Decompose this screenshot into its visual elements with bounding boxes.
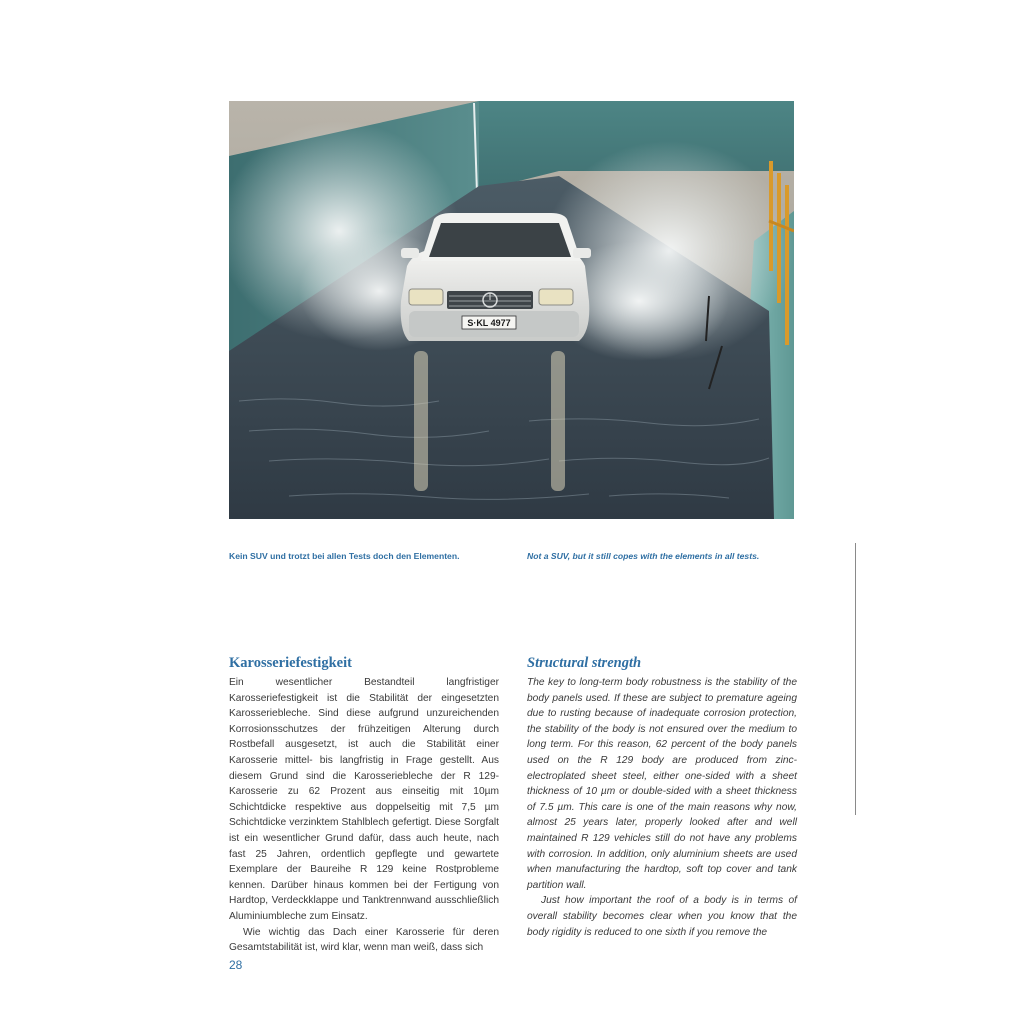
page-number: 28	[229, 958, 243, 972]
photo-caption-english: Not a SUV, but it still copes with the elements in all tests.	[527, 551, 760, 561]
english-column	[527, 654, 797, 940]
german-body	[229, 675, 499, 956]
german-paragraph: Ein wesentlicher Bestandteil langfristiger Karosseriefestigkeit ist die Stabilität der eingesetzten Karosseriebleche. Sind diese aufgrund unzureichenden Korrosionsschutzes der frühzeitigen Alterung durch Rostbefall ausgesetzt, ist auch die Stabilität einer Karosserie mittel- bis langfristig in Frage gestellt. Aus diesem Grund sind die Karosseriebleche der R 129-Karosserie zu 62 Prozent aus einseitig mit 10µm Schichtdicke respektive aus doppelseitig mit 7,5 µm Schichtdicke verzinktem Stahlblech gefertigt. Diese Sorgfalt ist ein wesentlicher Grund dafür, dass auch heute, nach fast 25 Jahren, ordentlich gepflegte und gewartete Exemplare der Baureihe R 129 keine Rostprobleme kennen. Darüber hinaus kommen bei der Fertigung von Hardtop, Verdeckklappe und Tanktrennwand ausschließlich Aluminiumbleche zum Einsatz.	[229, 677, 499, 922]
german-heading: Karosseriefestigkeit	[229, 655, 352, 671]
car-water-test-photo	[229, 101, 794, 519]
page-edge-divider	[855, 543, 856, 815]
english-heading: Structural strength	[527, 655, 642, 671]
german-column	[229, 654, 499, 956]
english-paragraph: Just how important the roof of a body is in terms of overall stability becomes clear when you know that the body rigidity is reduced to one sixth if you remove the	[527, 895, 797, 938]
english-paragraph: The key to long-term body robustness is the stability of the body panels used. If these are subject to premature ageing due to rusting because of inadequate corrosion protection, the stability of the body is not ensured over the medium to long term. For this reason, 62 percent of the body panels used on the R 129 body are produced from zinc-electroplated sheet steel, either one-sided with a sheet thickness of 10 µm or double-sided with a sheet thickness of 7.5 µm. This care is one of the main reasons why now, almost 25 years later, properly looked after and well maintained R 129 vehicles still do not have any problems with corrosion. In addition, only aluminium sheets are used when manufacturing the hardtop, soft top cover and tank partition wall.	[527, 677, 797, 891]
photo-caption-german: Kein SUV und trotzt bei allen Tests doch den Elementen.	[229, 551, 460, 561]
german-paragraph: Wie wichtig das Dach einer Karosserie für deren Gesamtstabilität ist, wird klar, wenn man weiß, dass sich	[229, 926, 499, 954]
license-plate-text: S·KL 4977	[467, 318, 511, 328]
english-body	[527, 675, 797, 940]
